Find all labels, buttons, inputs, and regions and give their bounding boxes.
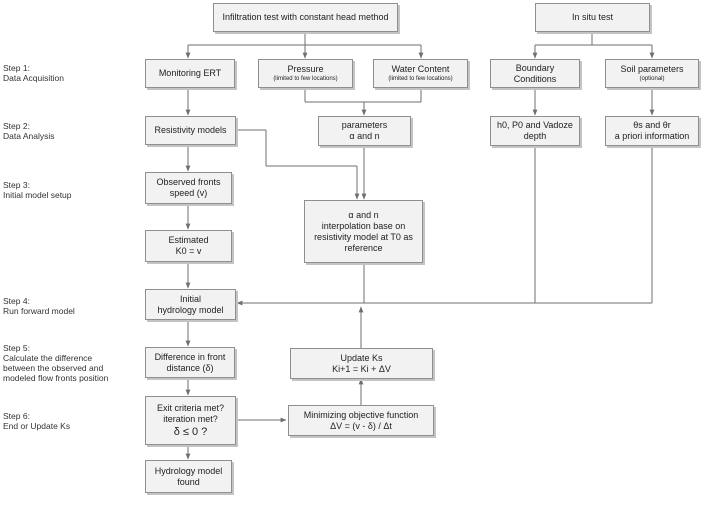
step-4-label (3, 296, 75, 316)
interpolation-label-4: reference (344, 242, 383, 253)
h0-p0-vadoze-box (490, 116, 580, 146)
boundary-label-2: Conditions (513, 73, 557, 84)
interpolation-label-3: resistivity model at T0 as (314, 231, 413, 242)
monitoring-ert-box (145, 59, 235, 88)
minimizing-objective-box (288, 405, 434, 436)
exit-criteria-label: Exit criteria met? (156, 402, 225, 413)
minimizing-label: Minimizing objective function (303, 409, 419, 420)
hydrology-model-found-box (145, 460, 232, 493)
difference-label-2: distance (δ) (166, 362, 214, 373)
step-5-desc-3: modeled flow fronts position (3, 373, 109, 383)
soil-parameters-box (605, 59, 699, 88)
pressure-label: Pressure (287, 64, 324, 74)
water-content-note: (limited to few locations) (388, 76, 453, 82)
h0-p0-vadoze-label-2: depth (523, 131, 547, 141)
in-situ-test-box (535, 3, 650, 32)
step-5-title: Step 5: (3, 343, 30, 353)
estimated-label: Estimated (168, 235, 209, 245)
estimated-k0-box (145, 230, 232, 262)
step-4-desc: Run forward model (3, 306, 75, 316)
soil-parameters-note: (optional) (639, 76, 665, 82)
step-6-label (3, 411, 70, 431)
h0-p0-vadoze-label: h0, P0 and Vadoze (497, 120, 573, 130)
minimizing-label-2: ΔV = (v - δ) / Δt (330, 420, 392, 431)
water-content-label: Water Content (391, 64, 450, 74)
boundary-conditions-box (490, 59, 580, 88)
exit-criteria-label-3: δ ≤ 0 ? (173, 425, 208, 438)
step-3-title: Step 3: (3, 180, 30, 190)
initial-hydrology-box (145, 289, 236, 320)
resistivity-models-label: Resistivity models (154, 125, 227, 135)
water-content-box (373, 59, 468, 88)
step-5-desc-2: between the observed and (3, 363, 104, 373)
step-3-desc: Initial model setup (3, 190, 72, 200)
observed-fronts-box (145, 172, 232, 204)
difference-label: Difference in front (154, 351, 226, 362)
interpolation-label-2: interpolation base on (321, 220, 406, 231)
update-ks-box (290, 348, 433, 379)
parameters-label: parameters (341, 120, 388, 130)
hydrology-found-label-2: found (177, 476, 200, 487)
alpha-n-label: α and n (349, 131, 380, 141)
theta-apriori-box (605, 116, 699, 146)
resistivity-models-box (145, 116, 236, 145)
infiltration-test-label: Infiltration test with constant head method (222, 12, 389, 22)
step-1-label (3, 63, 64, 83)
step-4-title: Step 4: (3, 296, 30, 306)
theta-label: θs and θr (633, 120, 671, 130)
estimated-label-2: K0 = v (175, 246, 202, 256)
initial-hydrology-label-2: hydrology model (157, 304, 224, 315)
infiltration-test-box (213, 3, 398, 32)
step-5-desc: Calculate the difference (3, 353, 93, 363)
interpolation-label-1: α and n (348, 209, 379, 220)
step-1-desc: Data Acquisition (3, 73, 64, 83)
step-6-title: Step 6: (3, 411, 30, 421)
update-ks-label: Update Ks (340, 352, 383, 363)
monitoring-ert-label: Monitoring ERT (158, 68, 222, 78)
soil-parameters-label: Soil parameters (620, 64, 684, 74)
parameters-box (318, 116, 411, 146)
exit-criteria-box (145, 396, 236, 445)
theta-label-2: a priori information (614, 131, 690, 141)
observed-fronts-label: Observed fronts (156, 177, 221, 187)
step-6-desc: End or Update Ks (3, 421, 71, 431)
initial-hydrology-label: Initial (179, 293, 201, 304)
pressure-note: (limited to few locations) (273, 76, 338, 82)
step-3-label (3, 180, 72, 200)
hydrology-found-label: Hydrology model (154, 465, 223, 476)
step-5-label (3, 343, 108, 383)
step-2-desc: Data Analysis (3, 131, 55, 141)
update-ks-label-2: Ki+1 = Ki + ΔV (332, 363, 391, 374)
step-2-title: Step 2: (3, 121, 30, 131)
step-1-title: Step 1: (3, 63, 30, 73)
pressure-box (258, 59, 353, 88)
difference-box (145, 347, 235, 378)
in-situ-test-label: In situ test (571, 12, 614, 22)
interpolation-box (304, 200, 423, 263)
observed-fronts-label-2: speed (v) (169, 188, 208, 198)
boundary-label: Boundary (515, 62, 555, 73)
exit-criteria-label-2: iteration met? (163, 413, 218, 424)
step-2-label (3, 121, 55, 141)
